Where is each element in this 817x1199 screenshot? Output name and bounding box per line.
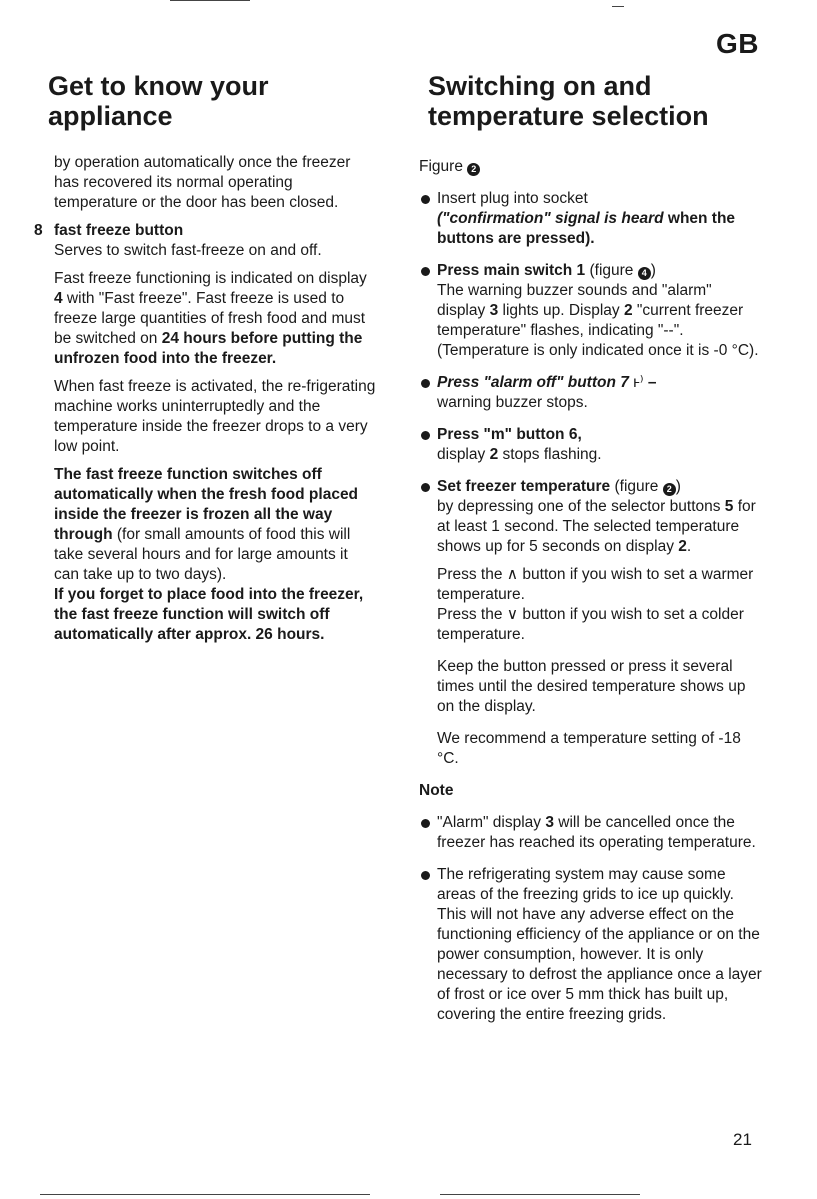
left-title-line2: appliance <box>48 101 173 131</box>
right-title-line1: Switching on and <box>428 71 652 101</box>
left-section-title <box>48 71 269 131</box>
bottom-rule-right <box>440 1194 640 1195</box>
note-alarm: "Alarm" display 3 will be cancelled once the freezer has reached its operating temperature. <box>419 813 764 853</box>
item-description: Serves to switch fast-freeze on and off. <box>54 242 322 259</box>
step-alarm-off: Press "alarm off" button 7 ⱶ⁾ – warning buzzer stops. <box>419 373 764 413</box>
top-rule-right <box>612 6 624 7</box>
page-number: 21 <box>733 1130 752 1149</box>
figure-number-badge: 2 <box>467 163 480 176</box>
alarm-off-icon: ⱶ⁾ <box>633 374 644 391</box>
item-title: fast freeze button <box>54 222 184 239</box>
figure-number-badge: 2 <box>663 483 676 496</box>
right-section-title <box>428 71 709 131</box>
top-rule <box>170 0 250 1</box>
bottom-rule <box>40 1194 370 1195</box>
step-main-switch: Press main switch 1 (figure 4 ) The warning buzzer sounds and "alarm" display 3 lights up. Display 2 "current freezer temperature" flashes, indicating "--". (Temperature is only indicated once it is -0 °C). <box>419 261 764 361</box>
left-column <box>36 153 376 645</box>
fast-freeze-p1: Fast freeze functioning is indicated on display 4 with "Fast freeze". Fast freeze is used to freeze large quantities of fresh food and must be switched on 24 hours before putting the unfrozen food into the freezer. <box>54 270 367 367</box>
right-column <box>419 157 764 1025</box>
left-title-line1: Get to know your <box>48 71 269 101</box>
right-title-line2: temperature selection <box>428 101 709 131</box>
item-number: 8 <box>34 222 43 239</box>
intro-paragraph: by operation automatically once the freezer has recovered its normal operating temperature or the door has been closed. <box>54 154 351 211</box>
step-insert-plug: Insert plug into socket ("confirmation" signal is heard when the buttons are pressed). <box>419 189 764 249</box>
figure-number-badge: 4 <box>638 267 651 280</box>
fast-freeze-p2: When fast freeze is activated, the re-frigerating machine works uninterruptedly and the temperature inside the freezer drops to a very low point. <box>54 378 376 455</box>
figure-reference: Figure 2 <box>419 157 764 177</box>
fast-freeze-p4: If you forget to place food into the freezer, the fast freeze function will switch off automatically after approx. 26 hours. <box>54 586 364 643</box>
fast-freeze-item <box>36 221 376 645</box>
note-heading: Note <box>419 782 454 799</box>
fast-freeze-p3: The fast freeze function switches off automatically when the fresh food placed inside the freezer is frozen all the way through (for small amounts of food this will take several hours and for large amounts it can take up to two days). <box>54 466 359 583</box>
language-code: GB <box>716 28 759 59</box>
step-m-button: Press "m" button 6, display 2 stops flashing. <box>419 425 764 465</box>
note-icing: The refrigerating system may cause some areas of the freezing grids to ice up quickly. This will not have any adverse effect on the functioning efficiency of the appliance or on the power consumption, however. It is only necessary to defrost the appliance once a layer of frost or ice over 5 mm thick has built up, covering the entire freezing grids. <box>419 865 764 1025</box>
step-set-temperature: Set freezer temperature (figure 2 ) by depressing one of the selector buttons 5 for at least 1 second. The selected temperature shows up for 5 seconds on display 2. Press the ∧ button if you wish to set a warmer temperature. Press the ∨ button if you wish to set a colder temperature. Keep the button pressed or press it several times until the desired temperature shows up on the display. We recommend a temperature setting of -18 °C. <box>419 477 764 769</box>
